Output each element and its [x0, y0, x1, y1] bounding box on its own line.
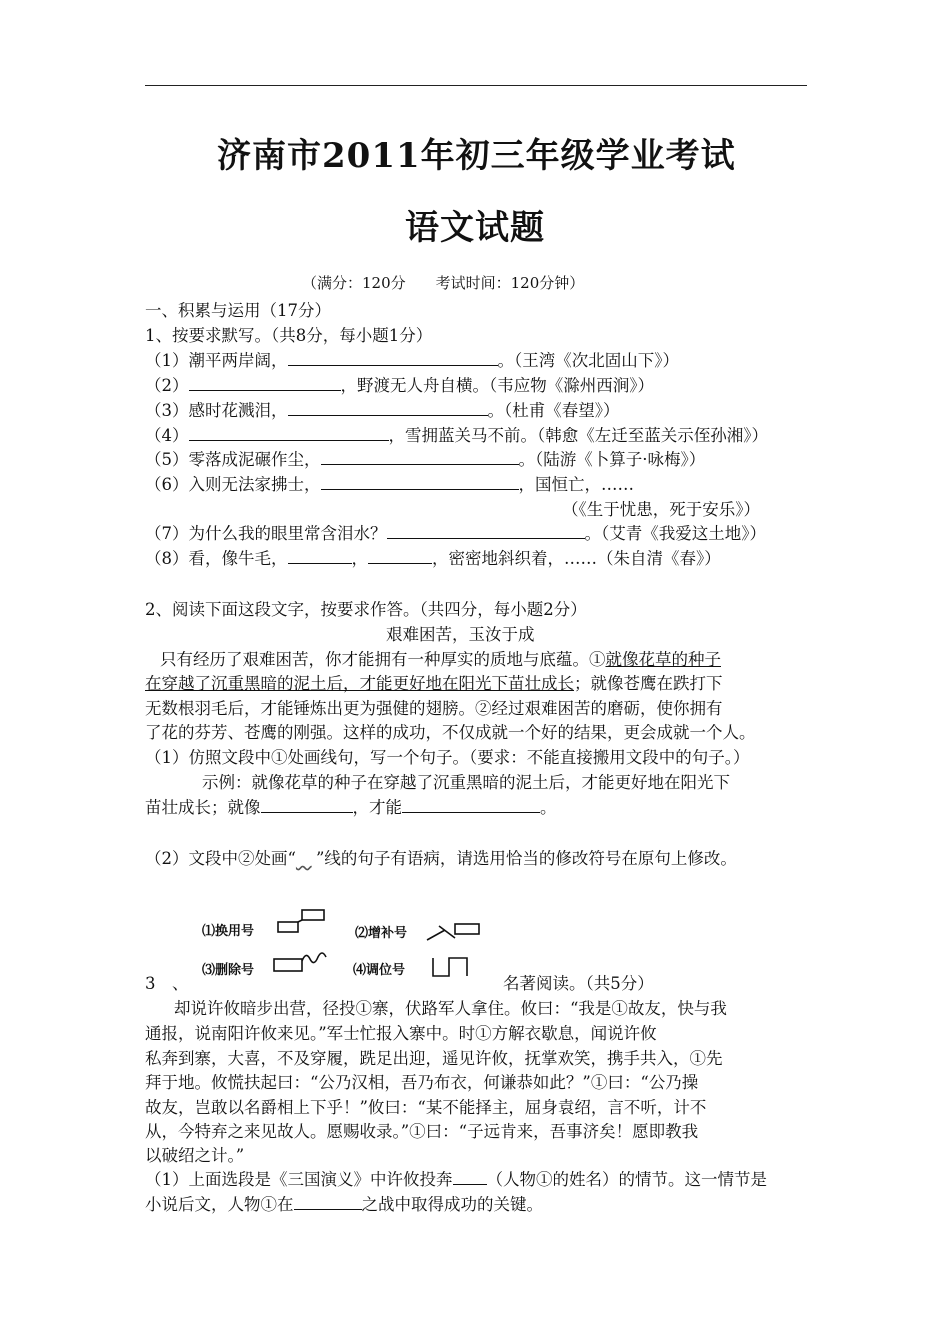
q1-line-3: （3）感时花溅泪， 。（杜甫《春望》） [145, 401, 620, 420]
q3-number: 3 、 [145, 974, 189, 993]
q1-line-5: （5）零落成泥碾作尘， 。（陆游《卜算子·咏梅》） [145, 450, 706, 469]
passage-title: 艰难困苦，玉汝于成 [386, 625, 535, 644]
page-subtitle: 语文试题 [405, 208, 545, 248]
answer-blank[interactable] [321, 448, 519, 465]
answer-blank[interactable] [453, 1168, 487, 1185]
symbol-insert-label: ⑵增补号 [355, 926, 408, 941]
q1-line-6: （6）入则无法家拂士， ，国恒亡，…… [145, 475, 634, 494]
symbol-replace-label: ⑴换用号 [202, 924, 255, 939]
q1-line-4: （4） ，雪拥蓝关马不前。（韩愈《左迁至蓝关示侄孙湘》） [145, 426, 768, 445]
q3-passage-line-5: 故友，岂敢以名爵相上下乎！”攸曰：“某不能择主，屈身袁绍，言不听，计不 [145, 1098, 707, 1117]
q3-passage-line-4: 拜于地。攸慌扶起曰：“公乃汉相，吾乃布衣，何谦恭如此？”①曰：“公乃操 [145, 1073, 699, 1092]
answer-blank[interactable] [387, 522, 585, 539]
replace-symbol-icon [276, 908, 328, 936]
q1-line-2: （2） ，野渡无人舟自横。（韦应物《滁州西涧》） [145, 376, 654, 395]
passage-line-2: 在穿越了沉重黑暗的泥土后，才能更好地在阳光下苗壮成长；就像苍鹰在跌打下 [145, 674, 723, 693]
q3-sub1-line-1: （1）上面选段是《三国演义》中许攸投奔 （人物①的姓名）的情节。这一情节是 [145, 1170, 767, 1189]
answer-blank[interactable] [321, 473, 519, 490]
header-rule [145, 85, 807, 86]
answer-blank[interactable] [288, 399, 488, 416]
answer-blank[interactable] [288, 547, 352, 564]
q2-example-2: 苗壮成长；就像 ，才能 。 [145, 798, 557, 817]
q2-sub2: （2）文段中②处画“ ”线的句子有语病，请选用恰当的修改符号在原句上修改。 [145, 849, 737, 868]
answer-blank[interactable] [368, 547, 432, 564]
q1-line-1: （1）潮平两岸阔， 。（王湾《次北固山下》） [145, 351, 679, 370]
answer-blank[interactable] [189, 424, 389, 441]
exam-info: （满分：120分 考试时间：120分钟） [302, 274, 585, 292]
q1-line-8: （8）看，像牛毛， ， ，密密地斜织着，……（朱自清《春》） [145, 549, 721, 568]
answer-blank[interactable] [294, 1193, 362, 1210]
q3-passage-line-7: 以破绍之计。” [145, 1146, 245, 1165]
q3-sub1-line-2: 小说后文，人物①在 之战中取得成功的关键。 [145, 1195, 543, 1214]
q3-passage-line-1: 却说许攸暗步出营，径投①寨，伏路军人拿住。攸曰：“我是①故友，快与我 [174, 999, 727, 1018]
section-heading: 一、积累与运用（17分） [145, 301, 331, 320]
q1-line-7: （7）为什么我的眼里常含泪水？ 。（艾青《我爱这土地》） [145, 524, 766, 543]
swap-symbol-icon [429, 954, 473, 980]
answer-blank[interactable] [261, 796, 353, 813]
passage-line-4: 了花的芬芳、苍鹰的刚强。这样的成功，不仅成就一个好的结果，更会成就一个人。 [145, 723, 756, 742]
symbol-swap-label: ⑷调位号 [353, 963, 406, 978]
delete-symbol-icon [272, 949, 334, 975]
q2-example-1: 示例：就像花草的种子在穿越了沉重黑暗的泥土后，才能更好地在阳光下 [202, 773, 730, 792]
passage-line-1: 只有经历了艰难困苦，你才能拥有一种厚实的质地与底蕴。①就像花草的种子 [160, 650, 721, 669]
wavy-line-sample [296, 849, 316, 868]
q2-sub1: （1）仿照文段中①处画线句，写一个句子。（要求：不能直接搬用文段中的句子。） [145, 748, 750, 767]
insert-symbol-icon [425, 918, 483, 944]
q2-prompt: 2、阅读下面这段文字，按要求作答。（共四分，每小题2分） [145, 600, 587, 619]
q3-prompt: 名著阅读。（共5分） [503, 974, 654, 993]
page-title: 济南市2011年初三年级学业考试 [217, 136, 736, 176]
q3-passage-line-2: 通报，说南阳许攸来见。”军士忙报入寨中。时①方解衣歇息，闻说许攸 [145, 1024, 657, 1043]
q1-line-6-source: （《生于忧患，死于安乐》） [562, 500, 760, 519]
q1-prompt: 1、按要求默写。（共8分，每小题1分） [145, 326, 433, 345]
answer-blank[interactable] [402, 796, 540, 813]
passage-line-3: 无数根羽毛后，才能锤炼出更为强健的翅膀。②经过艰难困苦的磨砺，使你拥有 [145, 699, 723, 718]
q3-passage-line-6: 从，今特弃之来见故人。愿赐收录。”①曰：“子远肯来，吾事济矣！愿即教我 [145, 1122, 699, 1141]
answer-blank[interactable] [288, 349, 498, 366]
symbol-delete-label: ⑶删除号 [202, 963, 255, 978]
q3-passage-line-3: 私奔到寨，大喜，不及穿履，跣足出迎，遥见许攸，抚掌欢笑，携手共入，①先 [145, 1049, 723, 1068]
answer-blank[interactable] [189, 374, 341, 391]
